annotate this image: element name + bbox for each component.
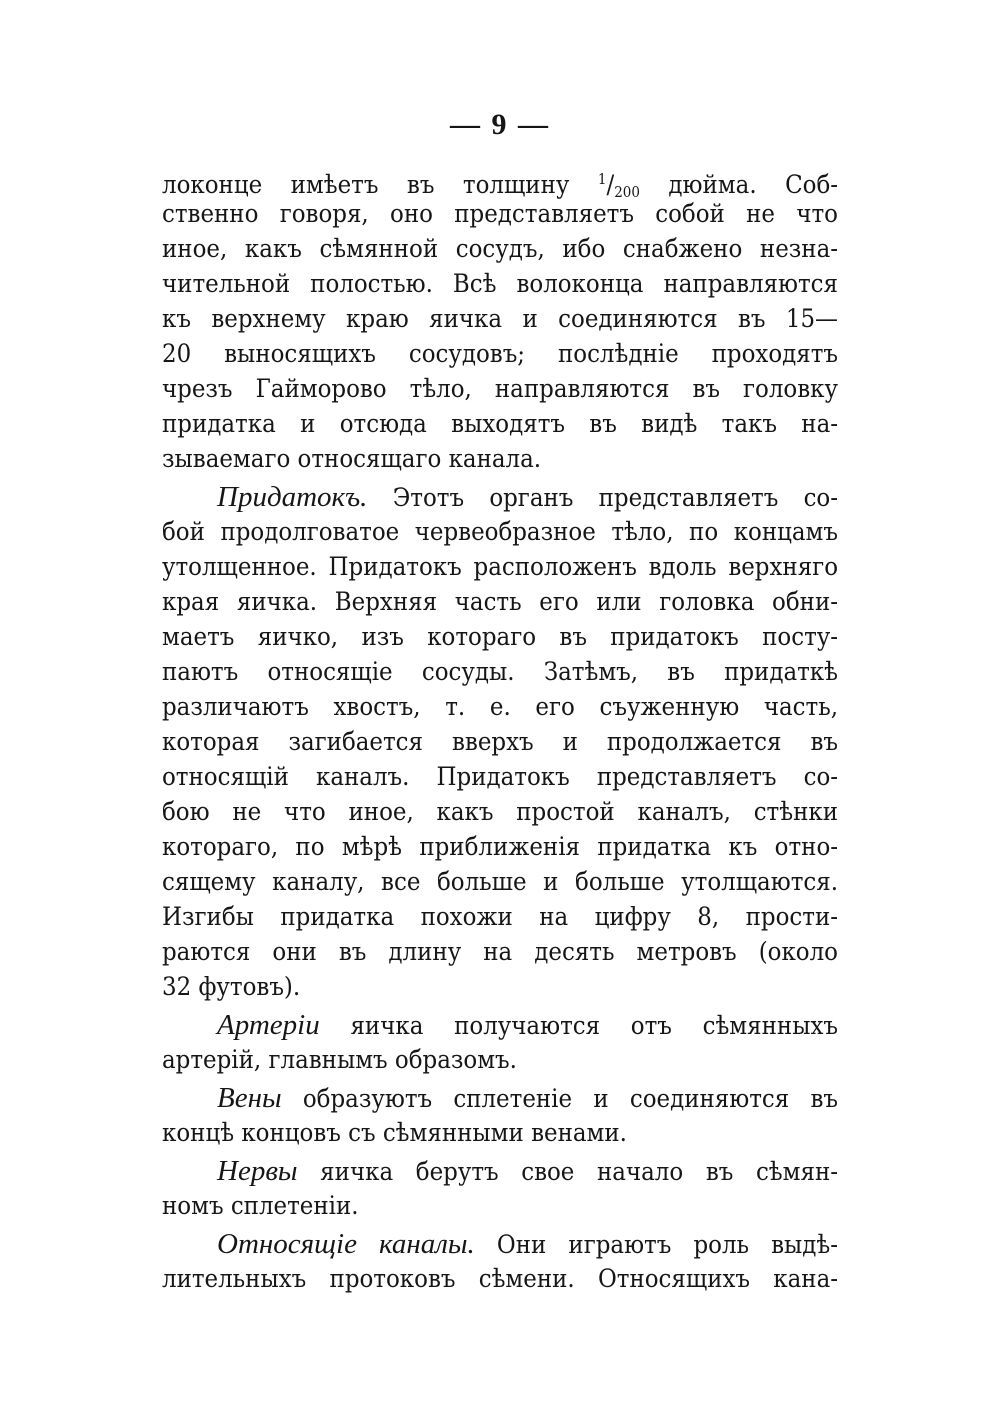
text-line: ственно говоря, оно представляетъ собой не что (162, 199, 838, 229)
text-line: Изгибы придатка похожи на цифру 8, прости- (162, 902, 838, 932)
text-line: 32 футовъ). (162, 972, 301, 1002)
text-line: къ верхнему краю яичка и соединяются въ 15— (162, 304, 838, 334)
page-number: — 9 — (450, 108, 550, 141)
paragraph-start-nerves: Нервы яичка берутъ свое начало въ сѣмян- (217, 1155, 838, 1187)
text-line: которая загибается вверхъ и продолжается въ (162, 727, 838, 757)
text-line: паютъ относящіе сосуды. Затѣмъ, въ придаткѣ (162, 657, 838, 687)
text-line: бою не что иное, какъ простой каналъ, стѣнки (162, 797, 838, 827)
text-line: утолщенное. Придатокъ расположенъ вдоль верхняго (162, 552, 838, 582)
text-line: артерій, главнымъ образомъ. (162, 1045, 517, 1075)
text-line: 20 выносящихъ сосудовъ; послѣдніе проходятъ (162, 339, 838, 369)
text-line: иное, какъ сѣмянной сосудъ, ибо снабжено незна- (162, 234, 838, 264)
body-text (162, 162, 838, 1297)
text-line: маетъ яичко, изъ котораго въ придатокъ посту- (162, 622, 838, 652)
text-line: раются они въ длину на десять метровъ (около (162, 937, 838, 967)
text-line: сящему каналу, все больше и больше утолщаются. (162, 867, 838, 897)
section-term: Артеріи (217, 1009, 320, 1041)
paragraph-start-arteries: Артеріи яичка получаются отъ сѣмянныхъ (217, 1009, 838, 1041)
paragraph-start-vas-deferens: Относящіе каналы. Они играютъ роль выдѣ- (217, 1228, 838, 1260)
text-line: придатка и отсюда выходятъ въ видѣ такъ на- (162, 409, 838, 439)
text-line: края яичка. Верхняя часть его или головка обни- (162, 587, 838, 617)
paragraph-start-veins: Вены образуютъ сплетеніе и соединяются въ (217, 1082, 838, 1114)
section-term: Вены (217, 1082, 282, 1114)
text-line: относящій каналъ. Придатокъ представляетъ со- (162, 762, 838, 792)
text-line: лительныхъ протоковъ сѣмени. Относящихъ кана- (162, 1264, 838, 1294)
text-line: чительной полостью. Всѣ волоконца направляются (162, 269, 838, 299)
text-line: бой продолговатое червеобразное тѣло, по концамъ (162, 517, 838, 547)
section-term: Придатокъ. (217, 481, 368, 513)
text-line: концѣ концовъ съ сѣмянными венами. (162, 1118, 627, 1148)
text-line: различаютъ хвостъ, т. е. его съуженную часть, (162, 692, 838, 722)
text-line: номъ сплетеніи. (162, 1191, 359, 1221)
text-line: чрезъ Гайморово тѣло, направляются въ головку (162, 374, 838, 404)
section-term: Относящіе каналы. (217, 1228, 475, 1260)
text-line: котораго, по мѣрѣ приближенія придатка къ отно- (162, 832, 838, 862)
text-line: зываемаго относящаго канала. (162, 444, 542, 474)
paragraph-start-epididymis: Придатокъ. Этотъ органъ представляетъ со- (217, 481, 838, 513)
section-term: Нервы (217, 1155, 298, 1187)
text-line: локонце имѣетъ въ толщину $^1$/200 дюйма. Соб- (162, 170, 839, 201)
